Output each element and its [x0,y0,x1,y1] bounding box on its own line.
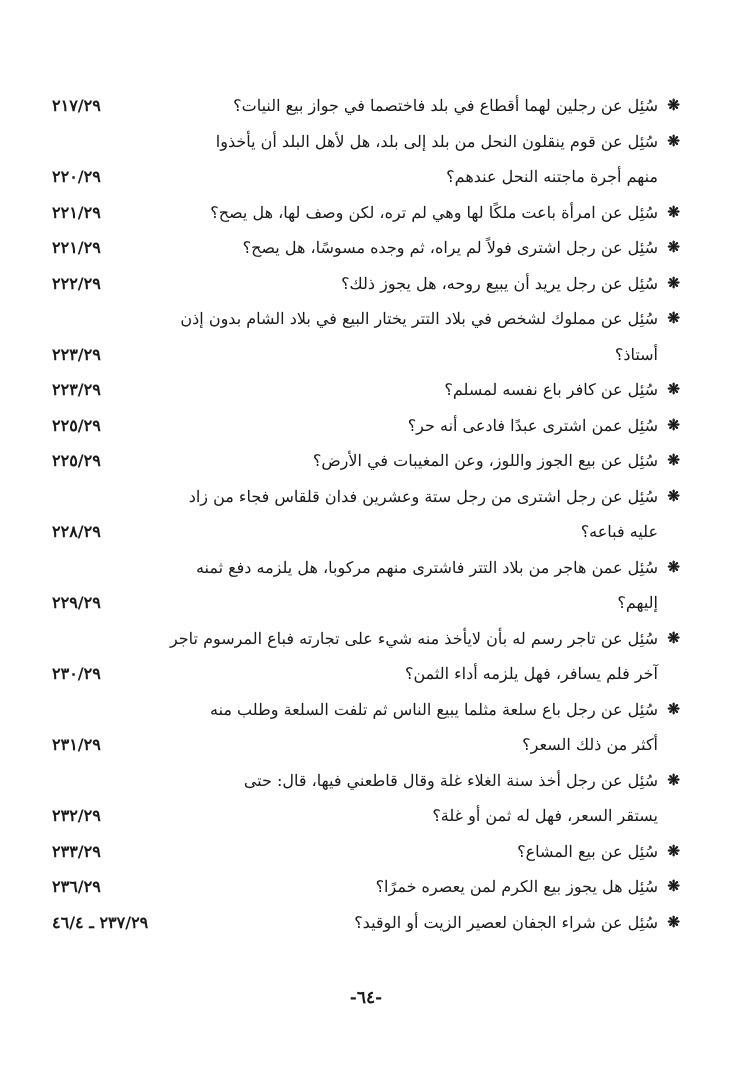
bullet-icon: ❋ [667,273,680,292]
entry-reference: ٢٣٢/٢٩ [52,806,101,825]
entry-reference: ٢٢٢/٢٩ [52,273,101,293]
entry-line: أكثر من ذلك السعر؟ [522,735,658,754]
entry-text [52,301,680,372]
entry-reference: ٢٣٣/٢٩ [52,841,101,861]
entry-line: أستاذ؟ [614,344,658,364]
bullet-icon: ❋ [667,841,680,860]
entry-line: سُئِل عن امرأة باعت ملكًا لها وهي لم تره، لكن وصف لها، هل يصح؟ [210,202,658,222]
entry-line: عليه فباعه؟ [580,522,658,541]
entry-line: سُئِل عن رجل أخذ سنة الغلاء غلة وقال قاطعني فيها، قال: حتى [243,770,658,790]
index-entry [52,550,680,621]
bullet-icon: ❋ [667,877,680,895]
entry-text [202,372,680,408]
index-entry [52,692,680,763]
index-entry [52,266,680,302]
entry-text [52,692,680,763]
index-entry [52,372,680,408]
entry-text [202,443,680,479]
entry-line: سُئِل عمن اشترى عبدًا فادعى أنه حر؟ [407,415,658,435]
entry-line: سُئِل عن رجل يريد أن يبيع روحه، هل يجوز ذلك؟ [341,273,658,293]
entry-line: سُئِل عن مملوك لشخص في بلاد التتر يختار البيع في بلاد الشام بدون إذن [180,309,658,328]
bullet-icon: ❋ [667,486,680,505]
entry-line: سُئِل عن قوم ينقلون النحل من بلد إلى بلد، هل لأهل البلد أن يأخذوا [215,131,658,151]
entry-reference: ٢٣١/٢٩ [52,735,101,754]
bullet-icon: ❋ [667,202,680,221]
entry-line: سُئِل عن تاجر رسم له بأن لايأخذ منه شيء على تجارته فباع المرسوم تاجر [169,628,658,648]
entry-line: سُئِل عن رجلين لهما أقطاع في بلد فاختصما في جواز بيع النيات؟ [233,96,658,115]
entry-text [202,869,680,905]
index-entry [52,408,680,444]
entry-reference: ٢٢١/٢٩ [52,238,101,257]
entry-line: سُئِل هل يجوز بيع الكرم لمن يعصره خمرًا؟ [375,877,658,896]
entry-line: يستقر السعر، فهل له ثمن أو غلة؟ [432,806,658,825]
index-entry [52,905,680,941]
bullet-icon: ❋ [667,912,680,931]
entry-line: سُئِل عن كافر باع نفسه لمسلم؟ [444,380,658,399]
bullet-icon: ❋ [667,628,680,647]
index-entry [52,834,680,870]
bullet-icon: ❋ [667,238,680,256]
entry-reference: ٢٣٦/٢٩ [52,877,101,896]
entry-reference: ٢٣٧/٢٩ ـ ٤٦/٤ [52,912,149,932]
index-entry [52,621,680,692]
entry-text [202,408,680,444]
entry-text [202,88,680,124]
entry-reference: ٢٢٠/٢٩ [52,167,101,186]
entry-text [52,479,680,550]
entry-reference: ٢١٧/٢٩ [52,96,101,115]
entry-text [52,621,680,692]
bullet-icon: ❋ [667,557,680,576]
bullet-icon: ❋ [667,309,680,327]
entry-text [202,266,680,302]
index-list [52,88,680,940]
entry-reference: ٢٢٥/٢٩ [52,415,101,435]
entry-line: سُئِل عن بيع الجوز واللوز، وعن المغيبات في الأرض؟ [312,451,658,470]
bullet-icon: ❋ [667,131,680,150]
entry-reference: ٢٣٠/٢٩ [52,664,101,683]
entry-line: سُئِل عن رجل اشترى من رجل ستة وعشرين فدان قلقاس فجاء من زاد [188,486,658,506]
index-entry [52,479,680,550]
index-entry [52,763,680,834]
entry-reference: ٢٢١/٢٩ [52,202,101,222]
entry-text [202,905,680,941]
entry-line: سُئِل عن رجل اشترى فولاً لم يراه، ثم وجده مسوسًا، هل يصح؟ [242,238,658,257]
bullet-icon: ❋ [667,415,680,434]
entry-text [52,763,680,834]
entry-reference: ٢٢٣/٢٩ [52,380,101,399]
index-entry [52,195,680,231]
entry-text [202,195,680,231]
entry-line: سُئِل عن رجل باع سلعة مثلما يبيع الناس ثم تلفت السلعة وطلب منه [209,699,658,719]
entry-reference: ٢٢٥/٢٩ [52,451,101,470]
bullet-icon: ❋ [667,699,680,718]
entry-text [202,230,680,266]
entry-line: سُئِل عمن هاجر من بلاد التتر فاشترى منهم مركوبا، هل يلزمه دفع ثمنه [195,557,658,577]
index-entry [52,88,680,124]
index-entry [52,443,680,479]
entry-text [52,124,680,195]
index-entry [52,230,680,266]
entry-line: آخر فلم يسافر، فهل يلزمه أداء الثمن؟ [405,664,658,683]
entry-reference: ٢٢٨/٢٩ [52,522,101,541]
entry-line: منهم أجرة ماجتنه النحل عندهم؟ [446,167,658,186]
index-entry [52,869,680,905]
bullet-icon: ❋ [667,451,680,469]
entry-line: سُئِل عن بيع المشاع؟ [517,841,658,861]
index-entry [52,301,680,372]
entry-reference: ٢٢٩/٢٩ [52,593,101,612]
bullet-icon: ❋ [667,96,680,114]
page-number: -٦٤- [349,988,383,1008]
entry-line: سُئِل عن شراء الجفان لعصير الزيت أو الوقيد؟ [354,912,658,932]
entry-reference: ٢٢٣/٢٩ [52,344,101,364]
bullet-icon: ❋ [667,770,680,789]
entry-line: إليهم؟ [617,593,658,612]
bullet-icon: ❋ [667,380,680,398]
entry-text [202,834,680,870]
index-entry [52,124,680,195]
entry-text [52,550,680,621]
